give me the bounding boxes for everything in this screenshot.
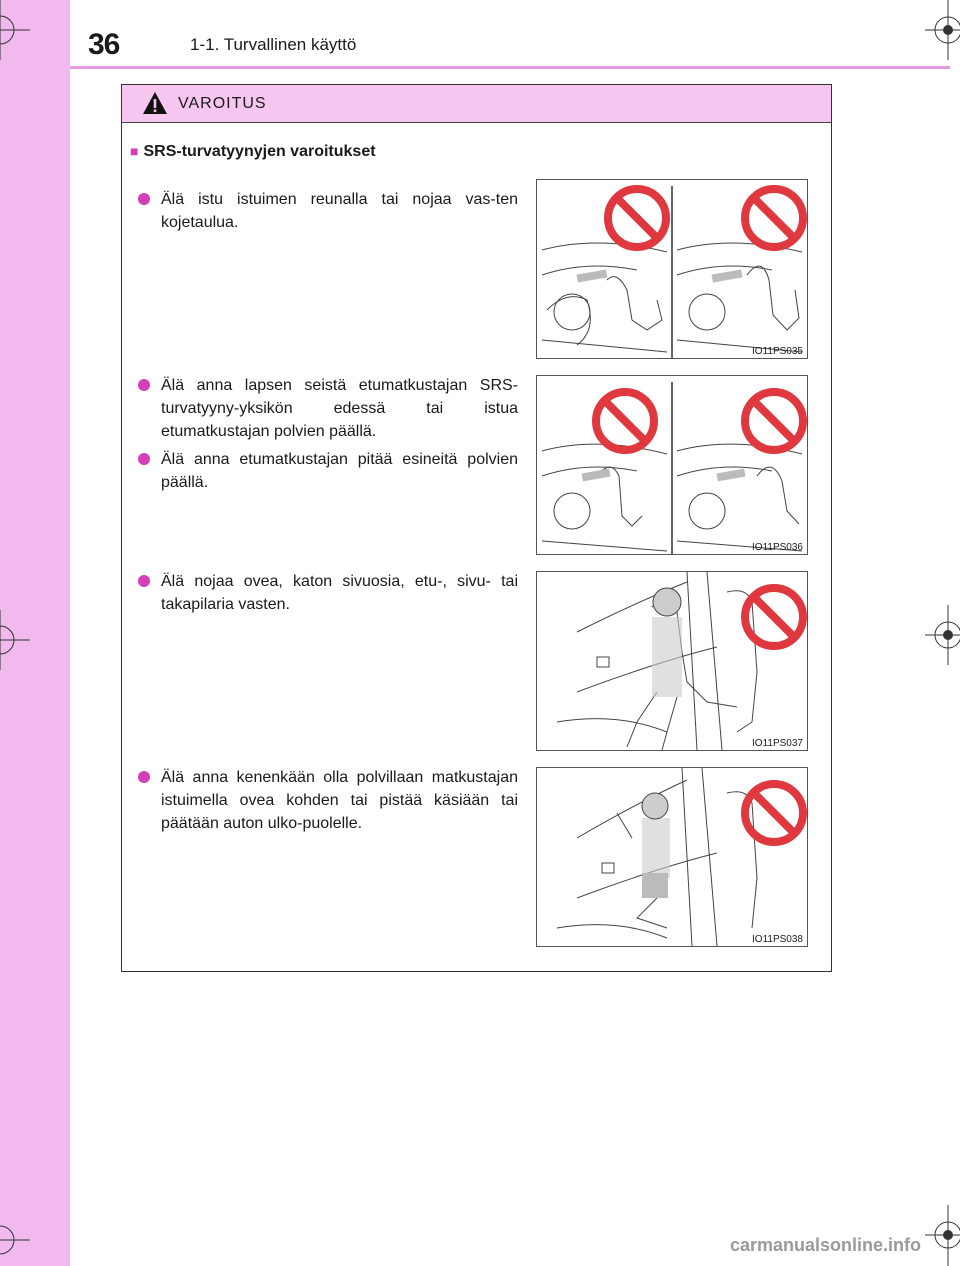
subheading	[130, 143, 376, 161]
figure-label: IO11PS036	[752, 542, 803, 553]
page-number: 36	[88, 28, 120, 61]
prohibition-icon	[745, 189, 803, 247]
warning-item-5	[138, 766, 518, 835]
bullet-icon	[138, 453, 150, 465]
illustration	[537, 768, 807, 946]
illustration	[537, 572, 807, 750]
bullet-icon	[138, 575, 150, 587]
warning-item-2	[138, 374, 518, 443]
warning-item-4	[138, 570, 518, 616]
crop-mark-mid-right	[920, 605, 960, 665]
warning-item-text: Älä istu istuimen reunalla tai nojaa vas-ten kojetaulua.	[161, 191, 518, 231]
warning-triangle-icon	[142, 91, 168, 115]
illustration	[537, 180, 807, 358]
warning-box	[121, 84, 832, 972]
prohibition-icon	[745, 588, 803, 646]
warning-title: VAROITUS	[178, 95, 267, 112]
warning-item-text: Älä anna kenenkään olla polvillaan matkustajan istuimella ovea kohden tai pistää käsiään tai päätään auton ulko-puolelle.	[161, 769, 518, 832]
bullet-icon	[138, 193, 150, 205]
warning-item-3	[138, 448, 518, 494]
warning-item-text: Älä anna lapsen seistä etumatkustajan SRS-turvatyyny-yksikön edessä tai istua etumatkustajan polvien päällä.	[161, 377, 518, 440]
warning-header	[122, 85, 831, 123]
crop-mark-bottom-right	[920, 1205, 960, 1266]
square-bullet-icon: ■	[130, 143, 139, 159]
warning-item-text: Älä anna etumatkustajan pitää esineitä polvien päällä.	[161, 451, 518, 491]
figure-label: IO11PS038	[752, 934, 803, 945]
figure-child-airbag	[536, 375, 808, 555]
crop-mark-top-right	[920, 0, 960, 60]
prohibition-icon	[745, 392, 803, 450]
figure-kneel-on-seat	[536, 767, 808, 947]
figure-lean-on-dashboard	[536, 179, 808, 359]
prohibition-icon	[608, 189, 666, 247]
prohibition-icon	[745, 784, 803, 842]
bullet-icon	[138, 771, 150, 783]
figure-label: IO11PS037	[752, 738, 803, 749]
warning-item-1	[138, 188, 518, 234]
warning-item-text: Älä nojaa ovea, katon sivuosia, etu-, sivu- tai takapilaria vasten.	[161, 573, 518, 613]
header-rule	[70, 66, 950, 69]
crop-mark-top-left	[0, 0, 40, 60]
illustration	[537, 376, 807, 554]
crop-mark-bottom-left	[0, 1210, 40, 1266]
crop-mark-mid-left	[0, 610, 40, 670]
watermark: carmanualsonline.info	[730, 1235, 922, 1255]
prohibition-icon	[596, 392, 654, 450]
bullet-icon	[138, 379, 150, 391]
subheading-text: SRS-turvatyynyjen varoitukset	[143, 143, 376, 160]
section-title: 1-1. Turvallinen käyttö	[190, 35, 357, 54]
figure-label: IO11PS035	[752, 346, 803, 357]
figure-lean-on-door	[536, 571, 808, 751]
